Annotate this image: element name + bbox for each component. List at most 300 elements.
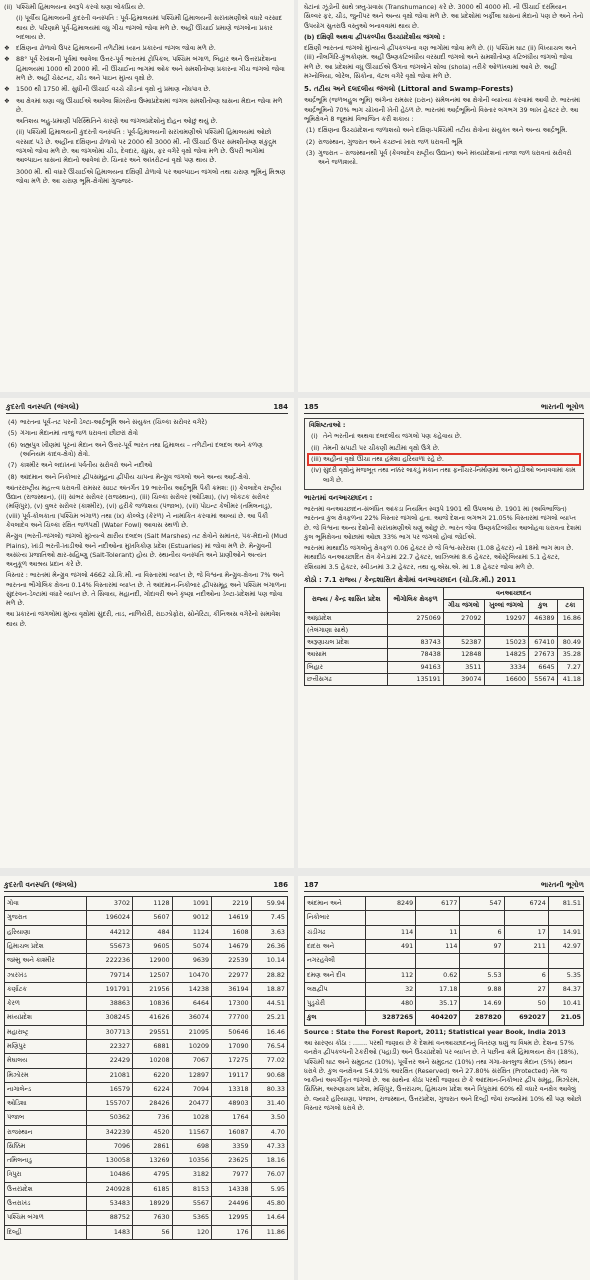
- list-text: (i) પૂર્વીય હિમાલયની કુદરતી વનસ્પતિ : પૂર્વ-હિમાલયમાં પશ્ચિમી હિમાલયની સરખામણીએ વધારે વરસાદ થાય છે. પરિણામે પૂર્વ-હિમાલયમાં વધુ ગીચ જંગલો જોવા મળે છે. અહીં ઊંચાઈ પ્રમાણે જંગલોના પ્રકાર બદલાય છે.: [16, 14, 283, 41]
- list-item: [4, 55, 288, 83]
- value-cell: [504, 911, 548, 925]
- state-cell: આંધ્રપ્રદેશ: [305, 612, 388, 624]
- table-row: [305, 612, 584, 624]
- value-cell: 480: [365, 997, 415, 1011]
- value-cell: 26.36: [251, 939, 287, 953]
- col-group-header: વનઆચ્છાદન: [443, 588, 583, 600]
- table-row: [305, 954, 584, 968]
- value-cell: 307713: [87, 1025, 133, 1039]
- state-cell: ઉત્તરપ્રદેશ: [5, 1182, 87, 1196]
- page-body: [4, 3, 288, 186]
- value-cell: 404207: [416, 1011, 460, 1025]
- value-cell: 6185: [133, 1182, 173, 1196]
- list-marker: (6): [8, 440, 18, 449]
- value-cell: [416, 911, 460, 925]
- value-cell: 32: [365, 982, 415, 996]
- list-text: 1500 થી 1750 મી. સુધીની ઊંચાઈ વચ્ચે ચીડનાં વૃક્ષો નું પ્રમાણ નોંધપાત્ર છે.: [16, 85, 211, 94]
- state-cell: ગુજરાત: [5, 911, 87, 925]
- value-cell: 10486: [87, 1168, 133, 1182]
- table-row: [5, 1182, 288, 1196]
- state-cell: બિહાર: [305, 661, 388, 673]
- value-cell: 1128: [133, 897, 173, 911]
- value-cell: 17.18: [416, 982, 460, 996]
- table-row: [5, 939, 288, 953]
- value-cell: 3.63: [251, 925, 287, 939]
- value-cell: 1124: [172, 925, 212, 939]
- table-row: [5, 1197, 288, 1211]
- table-row: [305, 637, 584, 649]
- state-cell: કુલ: [305, 1011, 366, 1025]
- value-cell: 6881: [133, 1039, 173, 1053]
- page-number: 186: [273, 881, 288, 889]
- list-marker: (5): [8, 429, 18, 438]
- table-row: [5, 1039, 288, 1053]
- value-cell: 18.87: [251, 982, 287, 996]
- list-item: [4, 44, 288, 53]
- value-cell: 3334: [484, 661, 528, 673]
- list-marker: (8): [8, 472, 18, 481]
- value-cell: 114: [416, 939, 460, 953]
- book-page-185: [298, 398, 590, 868]
- value-cell: 36074: [172, 1011, 212, 1025]
- list-text: અહીંનાં વૃક્ષો ઊંચા તથા હંમેશા હરિયાળાં રહે છે.: [323, 454, 444, 463]
- value-cell: [528, 624, 557, 636]
- list-item: [309, 444, 579, 453]
- table-row: [5, 1068, 288, 1082]
- value-cell: 176: [212, 1225, 252, 1239]
- value-cell: 17300: [212, 997, 252, 1011]
- box-title: વિશિષ્ટતાઓ :: [309, 421, 346, 430]
- state-cell: નિકોબાર: [305, 911, 366, 925]
- table-row: [5, 982, 288, 996]
- list-marker: (2): [306, 137, 316, 146]
- value-cell: 211: [504, 939, 548, 953]
- value-cell: 17090: [212, 1039, 252, 1053]
- table-row: [305, 997, 584, 1011]
- state-cell: અરૂણાચલ પ્રદેશ: [305, 637, 388, 649]
- book-page-184: [0, 398, 294, 868]
- value-cell: 10836: [133, 997, 173, 1011]
- list-marker: (ii): [311, 443, 320, 452]
- col-header: કુલ: [528, 600, 557, 612]
- list-marker: (4): [8, 418, 18, 427]
- page-number: 187: [304, 881, 319, 889]
- table-row: [5, 1054, 288, 1068]
- value-cell: 81.51: [548, 897, 583, 911]
- value-cell: 14619: [212, 911, 252, 925]
- value-cell: 1091: [172, 897, 212, 911]
- value-cell: 6220: [133, 1068, 173, 1082]
- list-text: આ ક્ષેત્રમાં ઘણા વધુ ઊંચાઈએ આવેલા શિખરોના ઉષ્માપ્રદેશમાં જંગલ સમશીતોષ્ણ ઘાસના મેદાન જોવા મળે છે.: [16, 96, 283, 114]
- value-cell: 22327: [87, 1039, 133, 1053]
- header-title: ભારતની ભૂગોળ: [540, 403, 584, 411]
- value-cell: 39074: [443, 674, 484, 686]
- value-cell: 8249: [365, 897, 415, 911]
- table-row: [305, 1011, 584, 1025]
- list-item: [4, 117, 288, 126]
- value-cell: [557, 624, 583, 636]
- table-row: [5, 1154, 288, 1168]
- list-item: [304, 138, 584, 147]
- value-cell: 5365: [172, 1211, 212, 1225]
- table-row: [5, 1097, 288, 1111]
- value-cell: 5567: [172, 1197, 212, 1211]
- value-cell: [416, 954, 460, 968]
- list-text: રાજસ્થાન, ગુજરાત અને કચ્છનાં ખારા જળ ધરાવતી ભૂમિ: [318, 137, 463, 146]
- value-cell: 80.33: [251, 1082, 287, 1096]
- page-number: 185: [304, 403, 319, 411]
- value-cell: [504, 954, 548, 968]
- paragraph: દક્ષિણી ભારતનાં જંગલો મુખ્યત્વે દ્વીપકલ્પના ત્રણ ભાગોમાં જોવા મળે છે. (i) પશ્ચિમ ઘાટ (ii) વિંધ્યાચલ અને (iii) નીલગિરિ-કુંભકોણમ. અહીં ઉષ્ણકટિબંધીય વરસાદી જંગલો અને સમશીતોષ્ણ કટિબંધીય જંગલો જોવા મળે છે. આ પ્રદેશમાં વધુ ઊંચાઈએ ઉગતા જંગલોને શોલા (shola) તરીકે ઓળખવામાં આવે છે. અહીં મગ્નોલિયા, લોરેલ, સિંકોના, વૅટલ વગેરે વૃક્ષો જોવા મળે છે.: [304, 44, 577, 80]
- value-cell: 14679: [212, 939, 252, 953]
- value-cell: 2861: [133, 1139, 173, 1153]
- value-cell: 1483: [87, 1225, 133, 1239]
- list-item: [304, 149, 584, 168]
- paragraph: ઘેટાંનાં ઝૂંડોની સાથે ઋતુ-પ્રવાસ (Transhumance) કરે છે. 3000 થી 4000 મી. ની ઊંચાઈ દરમિયાન સિલ્વર ફર, ચીડ, જુનીપર અને અન્ય વૃક્ષો જોવા મળે છે. આ પ્રદેશોમાં બર્ફીલા ઘાસનાં મેદાનો પણ છે અને તેનો ઉપયોગ સુતરાઉ વસ્તુઓ બનાવવામાં થાય છે.: [304, 3, 584, 30]
- value-cell: 3.50: [251, 1111, 287, 1125]
- table-row: [305, 939, 584, 953]
- value-cell: 28.82: [251, 968, 287, 982]
- table-row: [5, 968, 288, 982]
- value-cell: 88752: [87, 1211, 133, 1225]
- value-cell: 11567: [172, 1125, 212, 1139]
- value-cell: 48903: [212, 1097, 252, 1111]
- list-text: બ્રહ્મપુત્ર ખીણમાં પૂરનાં મેદાન અને ઉત્તર-પૂર્વ ભારત તથા હિમાલય – તળેટીનાં દલદલ અને કળણ (અનિયમ કાદવ-ક્ષેત્રો) ક્ષેત્રો.: [20, 440, 263, 458]
- value-cell: 50: [504, 997, 548, 1011]
- list-marker: (i): [311, 432, 318, 441]
- value-cell: 7067: [172, 1054, 212, 1068]
- value-cell: 9012: [172, 911, 212, 925]
- value-cell: [365, 954, 415, 968]
- state-cell: તમિલનાડુ: [5, 1154, 87, 1168]
- table-row: [5, 1111, 288, 1125]
- table-row: [5, 897, 288, 911]
- value-cell: 45.80: [251, 1197, 287, 1211]
- list-marker: (1): [306, 126, 316, 135]
- state-cell: આસામ: [305, 649, 388, 661]
- list-marker: ❖: [4, 85, 10, 94]
- value-cell: 12848: [443, 649, 484, 661]
- value-cell: 484: [133, 925, 173, 939]
- list-text: ગુજરાત – રાજસ્થાનથી પૂર્વ (કેવલાદેવ રાષ્ટ્રીય ઉદ્યાન) અને મધ્યપ્રદેશનાં તાજા જળ ધરાવતાં સરોવરો અને જળાશયો.: [318, 148, 572, 167]
- table-row: [5, 1168, 288, 1182]
- list-text: દક્ષિણના ઢોળાવો ઉપર હિમાલયની તળેટીમાં ધ્યાન પ્રકારનાં જંગલ જોવા મળે છે.: [16, 44, 216, 53]
- value-cell: 16.46: [251, 1025, 287, 1039]
- state-cell: દાદરા અને: [305, 939, 366, 953]
- value-cell: 52387: [443, 637, 484, 649]
- list-item: [6, 418, 288, 427]
- col-header: રાજ્ય / કેન્દ્ર શાસિત પ્રદેશ: [305, 588, 388, 613]
- list-text: તેને ભરતીનાં અથવા દલદલીય જંગલો પણ કહેવાય છે.: [323, 432, 462, 441]
- table-row: [5, 1025, 288, 1039]
- value-cell: 7.27: [557, 661, 583, 673]
- list-marker: ❖: [4, 55, 10, 64]
- value-cell: 491: [365, 939, 415, 953]
- table-row: [305, 661, 584, 673]
- value-cell: 342239: [87, 1125, 133, 1139]
- value-cell: 287820: [460, 1011, 504, 1025]
- list-item: [4, 14, 288, 42]
- list-marker: (iv): [311, 466, 322, 475]
- value-cell: 16087: [212, 1125, 252, 1139]
- value-cell: 12995: [212, 1211, 252, 1225]
- value-cell: 83743: [388, 637, 444, 649]
- value-cell: 2219: [212, 897, 252, 911]
- value-cell: 13269: [133, 1154, 173, 1168]
- value-cell: 4520: [133, 1125, 173, 1139]
- highlighted-list-item: [309, 455, 579, 464]
- value-cell: 7096: [87, 1139, 133, 1153]
- value-cell: 41.18: [557, 674, 583, 686]
- value-cell: 5.53: [460, 968, 504, 982]
- state-cell: દમણ અને દીવ: [305, 968, 366, 982]
- value-cell: 6: [460, 925, 504, 939]
- value-cell: 56: [133, 1225, 173, 1239]
- value-cell: [443, 624, 484, 636]
- value-cell: 44.51: [251, 997, 287, 1011]
- list-text: 3000 મી. થી વધારે ઊંચાઈએ હિમાલયના દક્ષિણી ઢોળાવો પર આલ્પાઇન જંગલો તથા ચરાણ ભૂમિનું મિશ્રણ જોવા મળે છે. આ ચરાણ ભૂમિ-ક્ષેત્રોમાં ગુજ્જર-: [16, 167, 286, 185]
- value-cell: 6224: [133, 1082, 173, 1096]
- value-cell: 114: [365, 925, 415, 939]
- value-cell: 21956: [133, 982, 173, 996]
- value-cell: 6464: [172, 997, 212, 1011]
- book-page-top-left: [0, 0, 294, 392]
- value-cell: 50646: [212, 1025, 252, 1039]
- value-cell: 3182: [172, 1168, 212, 1182]
- value-cell: 46389: [528, 612, 557, 624]
- value-cell: 53483: [87, 1197, 133, 1211]
- value-cell: 29551: [133, 1025, 173, 1039]
- paragraph: મેન્ગ્રુવ (ભરતી-જંગલો) જંગલો મુખ્યત્વે ક્ષારીય દલદલ (Salt Marshes) તટ ક્ષેત્રોને સમાંતર, પંક-મેદાનો (Mud Plains), ખાંડી ભરતી-ખાડીઓ અને નદીઓના મુખત્રિકોણ પ્રદેશ (Estuaries) માં જોવા મળે છે. મેન્ગ્રુવની અસંખ્ય પ્રજાતિઓ ક્ષાર-સહિષ્ણુ (Salt-Tolerant) હોય છે. સ્થાનીય વનસ્પતિ અને પ્રાણીઓને અત્યંત અનુકૂળ આશ્રય પ્રદાન કરે છે.: [6, 532, 288, 569]
- value-cell: 12897: [172, 1068, 212, 1082]
- table-row: [305, 649, 584, 661]
- value-cell: 97: [460, 939, 504, 953]
- state-cell: મેઘાલય: [5, 1054, 87, 1068]
- value-cell: 55673: [87, 939, 133, 953]
- book-page-187: [298, 876, 590, 1280]
- value-cell: 23625: [212, 1154, 252, 1168]
- state-cell: પંજાબ: [5, 1111, 87, 1125]
- table-row: [305, 968, 584, 982]
- list-item: [309, 432, 579, 441]
- table-row: [305, 982, 584, 996]
- table-row: [5, 1082, 288, 1096]
- value-cell: [548, 911, 583, 925]
- forest-cover-table: [304, 587, 584, 686]
- value-cell: 9639: [172, 954, 212, 968]
- wetland-list: [304, 126, 584, 167]
- value-cell: 7630: [133, 1211, 173, 1225]
- value-cell: 10.41: [548, 997, 583, 1011]
- state-cell: મહારાષ્ટ્ર: [5, 1025, 87, 1039]
- value-cell: 14338: [212, 1182, 252, 1196]
- value-cell: 31.40: [251, 1097, 287, 1111]
- value-cell: [460, 954, 504, 968]
- value-cell: 130058: [87, 1154, 133, 1168]
- list-marker: (3): [306, 148, 316, 157]
- list-marker: ❖: [4, 44, 10, 53]
- state-cell: મણિપુર: [5, 1039, 87, 1053]
- value-cell: 7977: [212, 1168, 252, 1182]
- state-cell: ઝારખંડ: [5, 968, 87, 982]
- value-cell: 14.69: [460, 997, 504, 1011]
- paragraph: આ પ્રકારનાં જંગલોમાં મુખ્ય વૃક્ષોમાં સુંદરી, તાડ, નાળિયેરી, રાઇઝોફોરા, સોનેરિટા, કીનિઅસ વગેરેનો સમાવેશ થાય છે.: [6, 610, 281, 628]
- value-cell: 21.05: [548, 1011, 583, 1025]
- value-cell: 84.37: [548, 982, 583, 996]
- col-header: ગીચ જંગલો: [443, 600, 484, 612]
- list-item: [6, 429, 288, 438]
- state-cell: ત્રિપુરા: [5, 1168, 87, 1182]
- paragraph: ભારતમાં વનઆચ્છાદન-સંબંધિત આંકડા નિયમિત સ્વરૂપે 1901 થી ઉપલબ્ધ છે. 1901 માં (અવિભાજિત) ભારતના કુલ ક્ષેત્રફળના 22% વિસ્તાર જંગલો હતા. આજે દેશના લગભગ 21.05% વિસ્તારમાં જંગલો વ્યાપ્ત છે. જે વિશ્વના અન્ય દેશોની સરખામણીએ ઘણું ઓછું છે. ભારત જેવા ઉષ્ણકટિબંધીય આબોહવા ધરાવતા દેશમાં કુલ ભૂમિક્ષેત્રના ઓછામાં ઓછા 33% ભાગ પર જંગલો હોવાં જોઈએ.: [304, 504, 582, 541]
- value-cell: 7.45: [251, 911, 287, 925]
- value-cell: 67410: [528, 637, 557, 649]
- features-list: [309, 432, 579, 484]
- value-cell: 6724: [504, 897, 548, 911]
- value-cell: 736: [133, 1111, 173, 1125]
- table-row: [305, 624, 584, 636]
- value-cell: 10470: [172, 968, 212, 982]
- value-cell: 16600: [484, 674, 528, 686]
- features-box: [304, 418, 584, 490]
- value-cell: 41626: [133, 1011, 173, 1025]
- forest-cover-table-continued: [4, 896, 288, 1240]
- value-cell: 11.86: [251, 1225, 287, 1239]
- value-cell: 13318: [212, 1082, 252, 1096]
- value-cell: 3702: [87, 897, 133, 911]
- list-marker: ❖: [4, 96, 10, 105]
- value-cell: 21095: [172, 1025, 212, 1039]
- value-cell: 1608: [212, 925, 252, 939]
- paragraph: આર્દ્રભૂમિ (જળબહુલ ભૂમિ) અંગેના રામસર (ઇરાન) સંમેલનમાં આ ક્ષેત્રોની વ્યાખ્યા કરવામાં આવી છે. ભારતમાં આર્દ્રભૂમિનો 70% ભાગ ચોખાની ખેતી હેઠળ છે. ભારતમાં આર્દ્રભૂમિનો વિસ્તાર લગભગ 39 લાખ હેક્ટર છે. આ ભૂમિક્ષેત્રને 8 જૂથમાં વિભાજિત કરી શકાય :: [304, 96, 581, 123]
- table-source: Source : State the Forest Report, 2011; Statistical year Book, India 2013: [304, 1027, 566, 1036]
- paragraph: આંતરરાષ્ટ્રીય મહત્ત્વ ધરાવતી રામસર સાઇટ અંતર્ગત 19 ભારતીય આર્દ્રભૂમિ પૈકી ક્રમશ: (i) કેવલાદેવ રાષ્ટ્રીય ઉદ્યાન (રાજસ્થાન), (ii) સાંભર સરોવર (રાજસ્થાન), (iii) ચિલ્કા સરોવર (ઓડિશા), (iv) લોકટક સરોવર (મણિપુર), (v) વુલર સરોવર (કાશ્મીર), (vi) હરીકે જળાશય (પંજાબ), (vii) પોઇન્ટ કેલીમર (તમિલનાડુ), (viii) પૂર્વ-કોલકાતા (પશ્ચિમ બંગાળ) તથા (ix) કોલ્લેરૂ (કેરળ) ને નામાંકિત કરવામાં આવ્યાં છે. આ પૈકી કેવલાદેવ અને ચિલ્કા રક્ષિત જળપક્ષી (Water Fowl) આવાસ સ્થળો છે.: [6, 483, 282, 529]
- col-header: ખુલ્લાં જંગલો: [484, 600, 528, 612]
- table-row: [5, 1225, 288, 1239]
- table-row: [305, 897, 584, 911]
- value-cell: [548, 954, 583, 968]
- table-row: [5, 997, 288, 1011]
- value-cell: 21081: [87, 1068, 133, 1082]
- value-cell: 14.64: [251, 1211, 287, 1225]
- table-row: [5, 925, 288, 939]
- table-row: [305, 911, 584, 925]
- state-cell: અંદમાન અને: [305, 897, 366, 911]
- state-cell: હિમાચલ પ્રદેશ: [5, 939, 87, 953]
- list-item: [304, 126, 584, 135]
- list-text: ગંગાના મેદાનમાં તાજું જળ ધરાવતાં છીછરાં ક્ષેત્રો: [20, 429, 139, 438]
- value-cell: [388, 624, 444, 636]
- value-cell: 16.86: [557, 612, 583, 624]
- table-row: [5, 1211, 288, 1225]
- value-cell: 11: [416, 925, 460, 939]
- book-page-top-right: [298, 0, 590, 392]
- value-cell: 59.94: [251, 897, 287, 911]
- list-text: દક્ષિણના ઉચ્ચપ્રદેશના જળાશયો અને દક્ષિણ-પશ્ચિમી તટીય ક્ષેત્રોના સંયુક્ત અને અન્ય આર્દ્રભૂમિ.: [318, 126, 568, 135]
- value-cell: 19297: [484, 612, 528, 624]
- list-text: પશ્ચિમી હિમાલયના સ્વરૂપે કરવો ઘણા લોકપ્રિય છે.: [16, 3, 145, 11]
- state-cell: (તેલંગાણા સાથે): [305, 624, 388, 636]
- value-cell: 6177: [416, 897, 460, 911]
- table-row: [5, 1011, 288, 1025]
- list-item: [309, 466, 579, 485]
- value-cell: 90.68: [251, 1068, 287, 1082]
- value-cell: 9605: [133, 939, 173, 953]
- value-cell: 3511: [443, 661, 484, 673]
- state-cell: રાજસ્થાન: [5, 1125, 87, 1139]
- list-marker: (ii): [4, 3, 13, 11]
- value-cell: 4.70: [251, 1125, 287, 1139]
- page-header: [304, 402, 584, 414]
- value-cell: 240928: [87, 1182, 133, 1196]
- paragraph: ભારતમાં માથાદીઠ જંગલોનું ક્ષેત્રફળ 0.06 હેક્ટર છે જે વિશ્વ-સરેરાશ (1.08 હેક્ટર) નો 18મો ભાગ માત્ર છે. માથાદીઠ વનઆચ્છાદિત ક્ષેત્ર કેનેડામાં 22.7 હેક્ટર, બ્રાઝિલમાં 8.6 હેક્ટર, ઓસ્ટ્રેલિયામાં 5.1 હેક્ટર, રશિયામાં 3.5 હેક્ટર, સ્વીડનમાં 3.2 હેક્ટર, તથા યુ.એસ.એ. માં 1.8 હેક્ટર જોવા મળે છે.: [304, 544, 574, 571]
- value-cell: 3287265: [365, 1011, 415, 1025]
- book-page-186: [0, 876, 294, 1280]
- header-title: કુદરતી વનસ્પતિ (જંગલો): [6, 403, 79, 411]
- value-cell: 35.17: [416, 997, 460, 1011]
- list-item: [6, 473, 288, 482]
- value-cell: 1028: [172, 1111, 212, 1125]
- state-cell: ઉત્તરાખંડ: [5, 1197, 87, 1211]
- state-cell: નાગાલેન્ડ: [5, 1082, 87, 1096]
- value-cell: 20477: [172, 1097, 212, 1111]
- value-cell: 17275: [212, 1054, 252, 1068]
- state-cell: મિઝોરમ: [5, 1068, 87, 1082]
- list-marker: (7): [8, 461, 18, 470]
- page-number: 184: [273, 403, 288, 411]
- list-item: [4, 3, 288, 12]
- value-cell: 196024: [87, 911, 133, 925]
- table-row: [5, 1125, 288, 1139]
- value-cell: [484, 624, 528, 636]
- value-cell: 14238: [172, 982, 212, 996]
- value-cell: 547: [460, 897, 504, 911]
- state-cell: જમ્મુ અને કાશ્મીર: [5, 954, 87, 968]
- value-cell: 18.16: [251, 1154, 287, 1168]
- value-cell: 12507: [133, 968, 173, 982]
- list-text: તેમની સપાટી પર ચીકણી માટીમાં વૃક્ષો ઉગે છે.: [323, 443, 440, 452]
- table-row: [305, 674, 584, 686]
- state-cell: કેરળ: [5, 997, 87, 1011]
- page-header: [6, 402, 288, 414]
- value-cell: 80.49: [557, 637, 583, 649]
- list-text: ભારતના પૂર્વ-તટ પરની ડેલ્ટા-આર્દ્રભૂમિ અને સંયુક્ત (ચિલ્કા સરોવર વગેરે): [20, 418, 208, 427]
- value-cell: 22539: [212, 954, 252, 968]
- value-cell: 15023: [484, 637, 528, 649]
- value-cell: 35.28: [557, 649, 583, 661]
- value-cell: 10356: [172, 1154, 212, 1168]
- table-row: [5, 1139, 288, 1153]
- value-cell: 1764: [212, 1111, 252, 1125]
- value-cell: 42.97: [548, 939, 583, 953]
- state-cell: ચંડીગઢ: [305, 925, 366, 939]
- list-text: કાશ્મીર અને લદાખનાં પર્વતીય સરોવરો અને નદીઓ: [20, 461, 153, 470]
- list-text: અતિશય બહુ-પ્રમાણી પરિસ્થિતિને કારણે આ જંગલપ્રદેશોનું દોહન ઓછું થયું છે.: [16, 117, 218, 126]
- value-cell: 22977: [212, 968, 252, 982]
- value-cell: 135191: [388, 674, 444, 686]
- value-cell: 14825: [484, 649, 528, 661]
- value-cell: 191791: [87, 982, 133, 996]
- value-cell: 79714: [87, 968, 133, 982]
- wetland-list: [6, 418, 288, 482]
- value-cell: 5.35: [548, 968, 583, 982]
- value-cell: 5607: [133, 911, 173, 925]
- state-cell: છત્તીસગઢ: [305, 674, 388, 686]
- state-cell: હરિયાણા: [5, 925, 87, 939]
- value-cell: 28426: [133, 1097, 173, 1111]
- value-cell: 55674: [528, 674, 557, 686]
- list-item: [6, 441, 288, 460]
- value-cell: 25.21: [251, 1011, 287, 1025]
